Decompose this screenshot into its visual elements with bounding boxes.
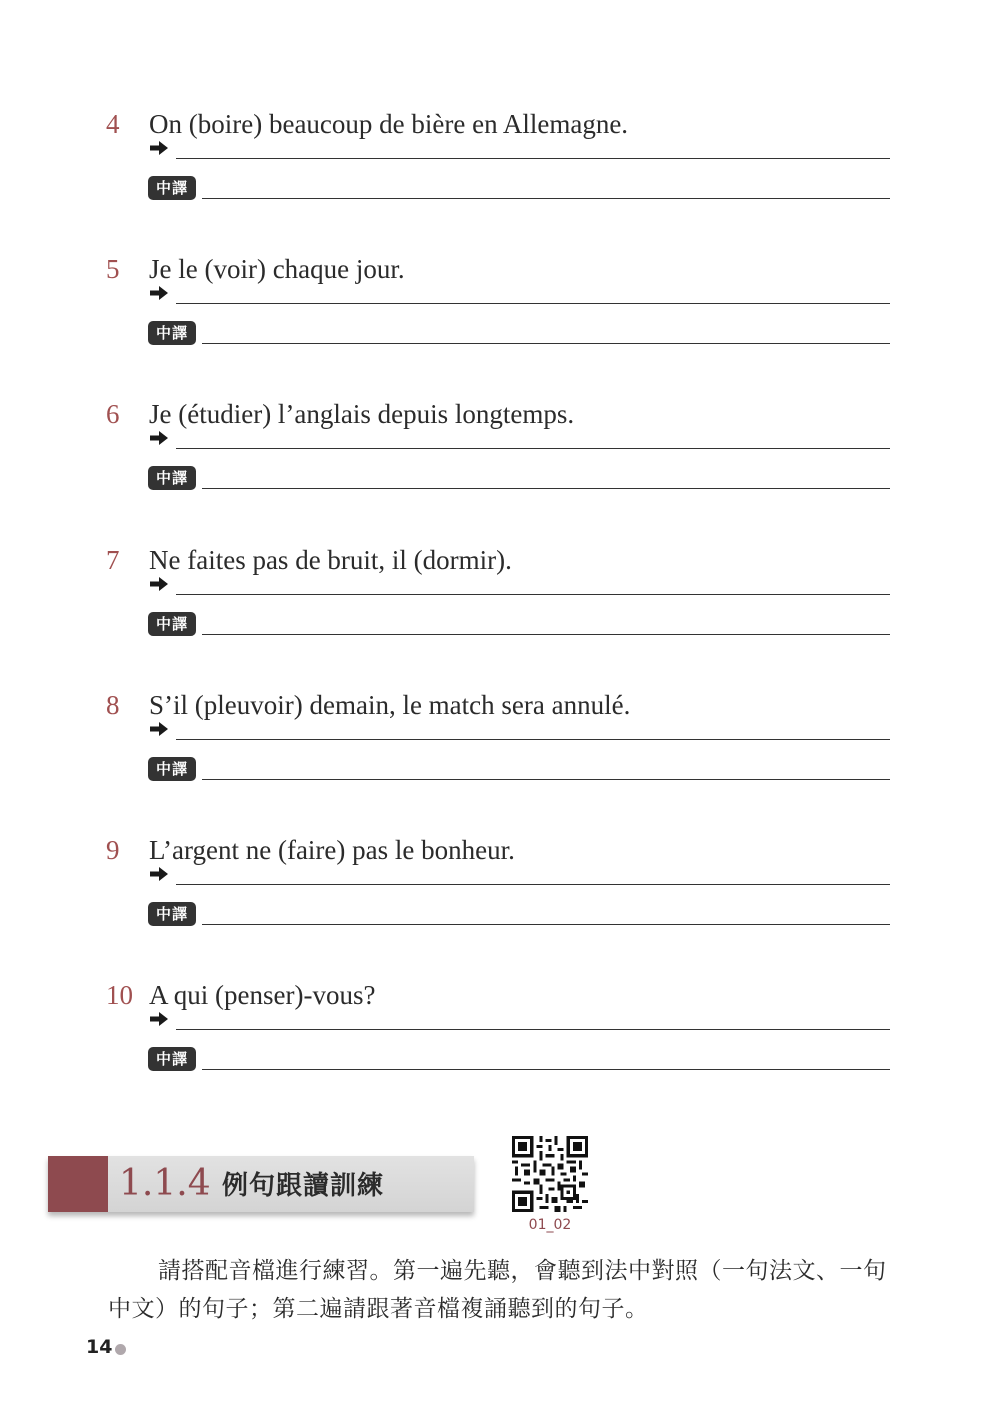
audio-track-label: 01_02: [528, 1217, 572, 1233]
exercise-number: 9: [106, 835, 120, 865]
exercise-number: 8: [106, 690, 120, 720]
answer-line[interactable]: [176, 448, 890, 449]
translation-line[interactable]: [202, 488, 890, 489]
answer-line[interactable]: [176, 884, 890, 885]
translation-line[interactable]: [202, 779, 890, 780]
exercise-item: [0, 394, 1000, 534]
exercise-item: [0, 830, 1000, 970]
exercise-sentence: Je (étudier) l’anglais depuis longtemps.: [149, 399, 575, 429]
exercise-sentence: Je le (voir) chaque jour.: [149, 254, 405, 284]
section-number: 1.1.4: [119, 1163, 211, 1204]
translation-line[interactable]: [202, 343, 890, 344]
translation-line[interactable]: [202, 1069, 890, 1070]
exercise-sentence: L’argent ne (faire) pas le bonheur.: [149, 835, 515, 865]
exercise-number: 5: [106, 254, 120, 284]
translation-line[interactable]: [202, 198, 890, 199]
section-accent-block: [48, 1156, 108, 1212]
translation-line[interactable]: [202, 924, 890, 925]
section-title: 例句跟讀訓練: [222, 1171, 385, 1201]
exercise-sentence: Ne faites pas de bruit, il (dormir).: [149, 545, 512, 575]
translation-badge: 中譯: [148, 902, 196, 926]
translation-line[interactable]: [202, 634, 890, 635]
arrow-right-icon: [149, 866, 169, 882]
exercise-sentence: On (boire) beaucoup de bière en Allemagne.: [149, 109, 629, 139]
arrow-right-icon: [149, 721, 169, 737]
answer-line[interactable]: [176, 739, 890, 740]
arrow-right-icon: [149, 430, 169, 446]
answer-line[interactable]: [176, 158, 890, 159]
translation-badge: 中譯: [148, 757, 196, 781]
qr-code-icon[interactable]: [512, 1136, 588, 1212]
exercise-number: 4: [106, 109, 120, 139]
exercise-number: 7: [106, 545, 120, 575]
translation-badge: 中譯: [148, 612, 196, 636]
instructions-paragraph: 請搭配音檔進行練習。第一遍先聽，會聽到法中對照（一句法文、一句中文）的句子；第二遍請跟著音檔複誦聽到的句子。: [108, 1258, 887, 1322]
exercise-sentence: S’il (pleuvoir) demain, le match sera annulé.: [149, 690, 631, 720]
arrow-right-icon: [149, 140, 169, 156]
exercise-item: [0, 975, 1000, 1115]
section-header: [48, 1156, 474, 1212]
arrow-right-icon: [149, 285, 169, 301]
arrow-right-icon: [149, 1011, 169, 1027]
translation-badge: 中譯: [148, 176, 196, 200]
exercise-item: [0, 540, 1000, 680]
page-dot-ornament: [115, 1344, 126, 1355]
exercise-number: 6: [106, 399, 120, 429]
answer-line[interactable]: [176, 303, 890, 304]
exercise-sentence: A qui (penser)-vous?: [149, 980, 376, 1010]
translation-badge: 中譯: [148, 321, 196, 345]
translation-badge: 中譯: [148, 466, 196, 490]
exercise-item: [0, 685, 1000, 825]
page-number: 14: [86, 1336, 113, 1358]
answer-line[interactable]: [176, 594, 890, 595]
translation-badge: 中譯: [148, 1047, 196, 1071]
arrow-right-icon: [149, 576, 169, 592]
exercise-number: 10: [106, 980, 133, 1010]
answer-line[interactable]: [176, 1029, 890, 1030]
exercise-item: [0, 249, 1000, 389]
exercise-item: [0, 104, 1000, 244]
